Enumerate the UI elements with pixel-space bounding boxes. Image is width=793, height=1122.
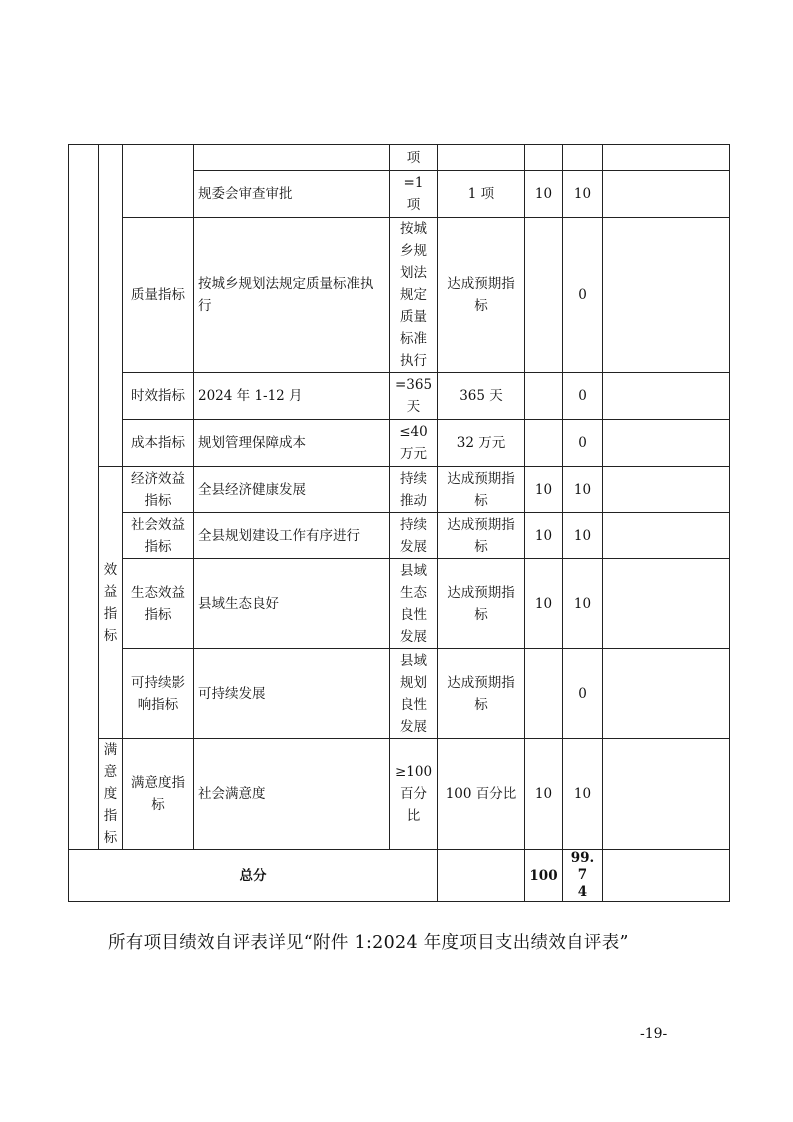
table-row — [69, 420, 730, 467]
category-cell: 时效指标 — [123, 373, 194, 420]
content-cell: 全县规划建设工作有序进行 — [194, 513, 390, 559]
weight-cell — [525, 649, 563, 739]
note-cell — [603, 649, 730, 739]
table-row — [69, 218, 730, 373]
content-cell: 按城乡规划法规定质量标准执行 — [194, 218, 390, 373]
weight-cell: 10 — [525, 171, 563, 218]
category-cell: 可持续影响指标 — [123, 649, 194, 739]
table-row — [69, 373, 730, 420]
category-cell: 经济效益指标 — [123, 467, 194, 513]
note-cell — [603, 420, 730, 467]
actual-cell: 32 万元 — [438, 420, 525, 467]
threshold-cell: 持续发展 — [390, 513, 438, 559]
note-cell — [603, 559, 730, 649]
actual-cell: 达成预期指标 — [438, 218, 525, 373]
table-row — [69, 145, 730, 171]
category-cell: 生态效益指标 — [123, 559, 194, 649]
total-score: 99.7 4 — [563, 850, 603, 902]
score-cell: 0 — [563, 649, 603, 739]
content-cell: 县域生态良好 — [194, 559, 390, 649]
category-cell: 成本指标 — [123, 420, 194, 467]
note-cell — [603, 467, 730, 513]
table-row — [69, 513, 730, 559]
note-cell — [603, 513, 730, 559]
note-cell — [603, 171, 730, 218]
threshold-cell: 持续推动 — [390, 467, 438, 513]
weight-cell: 10 — [525, 467, 563, 513]
table-row — [69, 739, 730, 850]
score-cell: 10 — [563, 513, 603, 559]
actual-cell: 达成预期指标 — [438, 649, 525, 739]
actual-cell — [438, 145, 525, 171]
total-weight: 100 — [525, 850, 563, 902]
satisfaction-group-label: 满 意 度 指 标 — [99, 739, 123, 850]
threshold-cell: 按城乡规划法规定质量标准执行 — [390, 218, 438, 373]
actual-cell: 365 天 — [438, 373, 525, 420]
score-cell: 10 — [563, 467, 603, 513]
content-cell — [194, 145, 390, 171]
actual-cell: 1 项 — [438, 171, 525, 218]
weight-cell — [525, 218, 563, 373]
table-row — [69, 467, 730, 513]
score-cell: 10 — [563, 739, 603, 850]
weight-cell: 10 — [525, 559, 563, 649]
category-cell: 满意度指标 — [123, 739, 194, 850]
category-cell: 社会效益指标 — [123, 513, 194, 559]
weight-cell: 10 — [525, 739, 563, 850]
threshold-cell: 项 — [390, 145, 438, 171]
threshold-cell: 县域规划良性发展 — [390, 649, 438, 739]
score-cell: 10 — [563, 559, 603, 649]
weight-cell: 10 — [525, 513, 563, 559]
actual-cell: 达成预期指标 — [438, 467, 525, 513]
actual-cell: 100 百分比 — [438, 739, 525, 850]
attachment-note: 所有项目绩效自评表详见“附件 1:2024 年度项目支出绩效自评表” — [108, 933, 629, 953]
score-cell: 0 — [563, 373, 603, 420]
weight-cell — [525, 373, 563, 420]
content-cell: 全县经济健康发展 — [194, 467, 390, 513]
note-cell — [603, 739, 730, 850]
total-actual-cell — [438, 850, 525, 902]
note-cell — [603, 373, 730, 420]
total-row — [69, 850, 730, 902]
weight-cell — [525, 145, 563, 171]
score-cell: 0 — [563, 420, 603, 467]
weight-cell — [525, 420, 563, 467]
table-row — [69, 649, 730, 739]
content-cell: 规委会审查审批 — [194, 171, 390, 218]
threshold-cell: =1 项 — [390, 171, 438, 218]
performance-table — [68, 144, 730, 902]
page-number: -19- — [640, 1026, 668, 1042]
total-label: 总分 — [69, 850, 438, 902]
benefit-group-label: 效 益 指 标 — [99, 467, 123, 739]
threshold-cell: ≥100 百分 比 — [390, 739, 438, 850]
content-cell: 2024 年 1-12 月 — [194, 373, 390, 420]
score-cell: 0 — [563, 218, 603, 373]
category-cell: 质量指标 — [123, 218, 194, 373]
category-cell-quantity — [123, 145, 194, 218]
note-cell — [603, 218, 730, 373]
content-cell: 社会满意度 — [194, 739, 390, 850]
threshold-cell: ≤40 万元 — [390, 420, 438, 467]
level1-cell-output — [69, 145, 99, 850]
score-cell: 10 — [563, 171, 603, 218]
score-cell — [563, 145, 603, 171]
actual-cell: 达成预期指标 — [438, 559, 525, 649]
table-row — [69, 559, 730, 649]
level2-cell-output — [99, 145, 123, 467]
note-cell — [603, 145, 730, 171]
content-cell: 规划管理保障成本 — [194, 420, 390, 467]
threshold-cell: 县域生态良性发展 — [390, 559, 438, 649]
content-cell: 可持续发展 — [194, 649, 390, 739]
actual-cell: 达成预期指标 — [438, 513, 525, 559]
threshold-cell: =365 天 — [390, 373, 438, 420]
note-cell — [603, 850, 730, 902]
